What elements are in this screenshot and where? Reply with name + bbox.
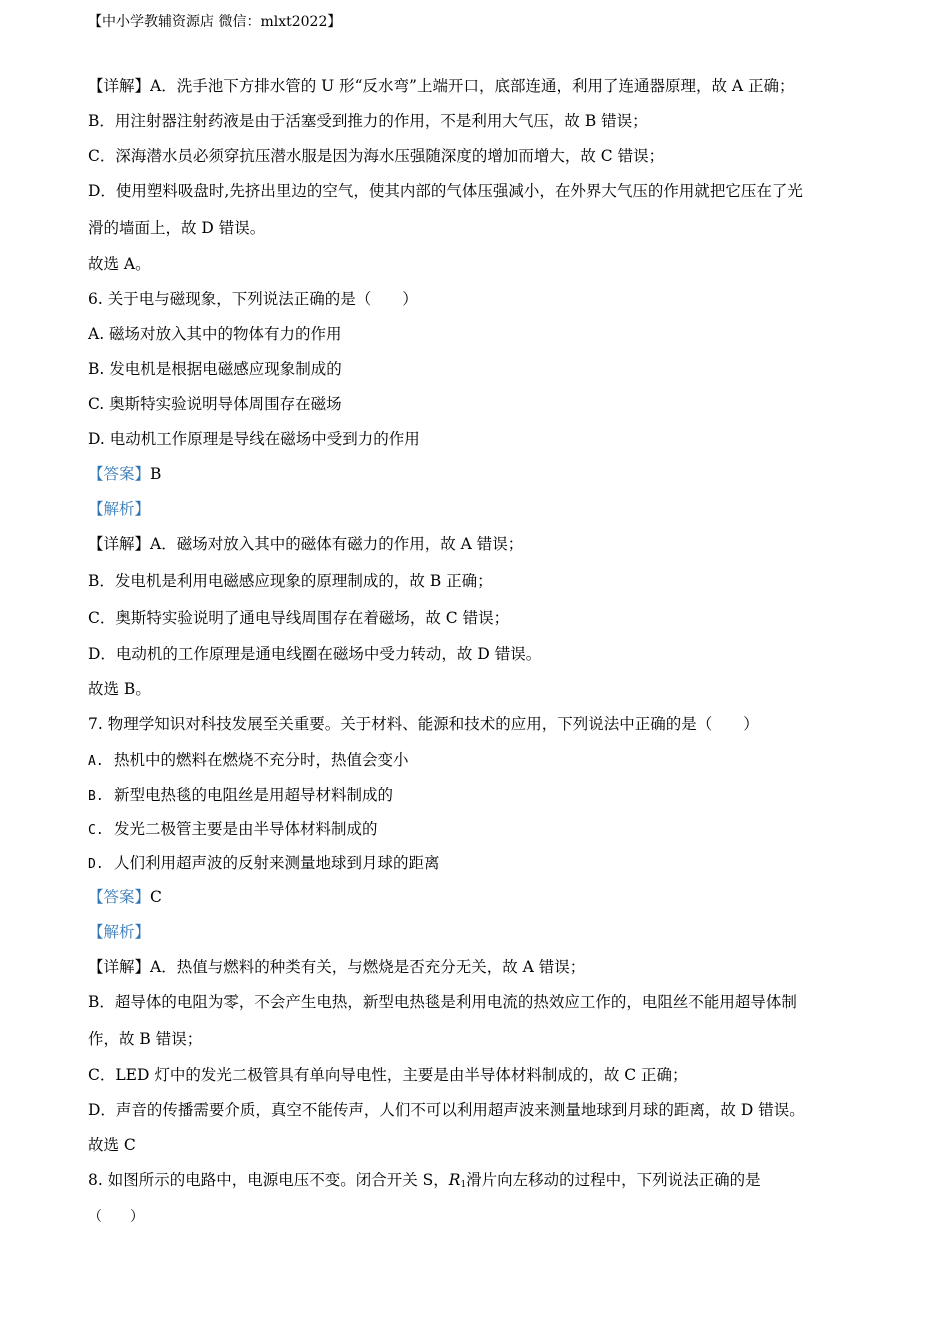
q8-stem-pre: 8. 如图所示的电路中，电源电压不变。闭合开关 S， <box>88 1171 449 1189</box>
q7-stem: 7. 物理学知识对科技发展至关重要。关于材料、能源和技术的应用，下列说法中正确的是（ ） <box>88 715 759 733</box>
q6-analysis-label: 【解析】 <box>88 500 151 518</box>
q8-resistor-sub: 1 <box>460 1180 467 1190</box>
q7-answer-value: C <box>150 888 162 906</box>
q8-resistor-symbol: R <box>448 1171 461 1189</box>
q6-option-b: B. 发电机是根据电磁感应现象制成的 <box>88 360 342 378</box>
q7-option-c-text: 发光二极管主要是由半导体材料制成的 <box>114 820 378 838</box>
q5-detail-d-line1: D．使用塑料吸盘时,先挤出里边的空气，使其内部的气体压强减小，在外界大气压的作用就把它压在了光 <box>88 182 803 200</box>
q7-analysis-label: 【解析】 <box>88 923 151 941</box>
q7-detail-b-line2: 作，故 B 错误； <box>88 1030 203 1048</box>
q6-answer-label: 【答案】 <box>88 465 151 483</box>
q7-detail-label: 【详解】 <box>88 958 151 976</box>
q6-option-a: A. 磁场对放入其中的物体有力的作用 <box>88 325 342 343</box>
q7-option-d <box>88 852 870 876</box>
q6-detail-d: D．电动机的工作原理是通电线圈在磁场中受力转动，故 D 错误。 <box>88 645 542 663</box>
q8-stem <box>88 1169 870 1196</box>
q6-answer <box>88 463 870 485</box>
q7-option-b <box>88 784 870 808</box>
q8-blank: （ ） <box>88 1209 144 1225</box>
q6-detail-a <box>88 533 870 555</box>
q6-answer-value: B <box>150 465 162 483</box>
q6-stem: 6. 关于电与磁现象，下列说法正确的是（ ） <box>88 290 418 308</box>
q7-detail-d: D．声音的传播需要介质，真空不能传声，人们不可以利用超声波来测量地球到月球的距离，故 D 错误。 <box>88 1101 805 1119</box>
q7-option-a <box>88 749 870 773</box>
q7-answer-label: 【答案】 <box>88 888 151 906</box>
q7-option-d-text: 人们利用超声波的反射来测量地球到月球的距离 <box>114 854 440 872</box>
q7-option-a-text: 热机中的燃料在燃烧不充分时，热值会变小 <box>114 751 409 769</box>
q7-option-c-label: C. <box>88 823 104 838</box>
q6-option-c: C. 奥斯特实验说明导体周围存在磁场 <box>88 395 342 413</box>
q7-detail-a <box>88 956 870 978</box>
q8-stem-post: 滑片向左移动的过程中，下列说法正确的是 <box>466 1171 761 1189</box>
q5-detail-b: B．用注射器注射药液是由于活塞受到推力的作用，不是利用大气压，故 B 错误； <box>88 112 648 130</box>
q7-option-b-text: 新型电热毯的电阻丝是用超导材料制成的 <box>114 786 394 804</box>
q7-option-a-label: A. <box>88 754 104 769</box>
q6-option-d: D. 电动机工作原理是导线在磁场中受到力的作用 <box>88 430 420 448</box>
q5-choose: 故选 A。 <box>88 255 151 273</box>
q7-option-b-label: B. <box>88 789 104 804</box>
q7-detail-c: C．LED 灯中的发光二极管具有单向导电性，主要是由半导体材料制成的，故 C 正确； <box>88 1066 688 1084</box>
source-header: 【中小学教辅资源店 微信：mlxt2022】 <box>88 14 342 30</box>
q6-detail-b: B．发电机是利用电磁感应现象的原理制成的，故 B 正确； <box>88 572 493 590</box>
q6-choose: 故选 B。 <box>88 680 151 698</box>
q7-answer <box>88 886 870 908</box>
q6-detail-a-text: A．磁场对放入其中的磁体有磁力的作用，故 A 错误； <box>150 535 524 553</box>
q7-detail-b-line1: B．超导体的电阻为零，不会产生电热，新型电热毯是利用电流的热效应工作的，电阻丝不能用超导体制 <box>88 993 797 1011</box>
q6-detail-c: C．奥斯特实验说明了通电导线周围存在着磁场，故 C 错误； <box>88 609 510 627</box>
q7-option-d-label: D. <box>88 857 104 872</box>
q5-detail-c: C．深海潜水员必须穿抗压潜水服是因为海水压强随深度的增加而增大，故 C 错误； <box>88 147 665 165</box>
q6-detail-label: 【详解】 <box>88 535 151 553</box>
q7-detail-a-text: A．热值与燃料的种类有关，与燃烧是否充分无关，故 A 错误； <box>150 958 586 976</box>
q7-choose: 故选 C <box>88 1136 136 1154</box>
q5-detail-a: 【详解】A．洗手池下方排水管的 U 形“反水弯”上端开口，底部连通，利用了连通器原理，故 A 正确； <box>88 77 795 95</box>
q7-option-c <box>88 818 870 842</box>
q5-detail-d-line2: 滑的墙面上，故 D 错误。 <box>88 219 266 237</box>
